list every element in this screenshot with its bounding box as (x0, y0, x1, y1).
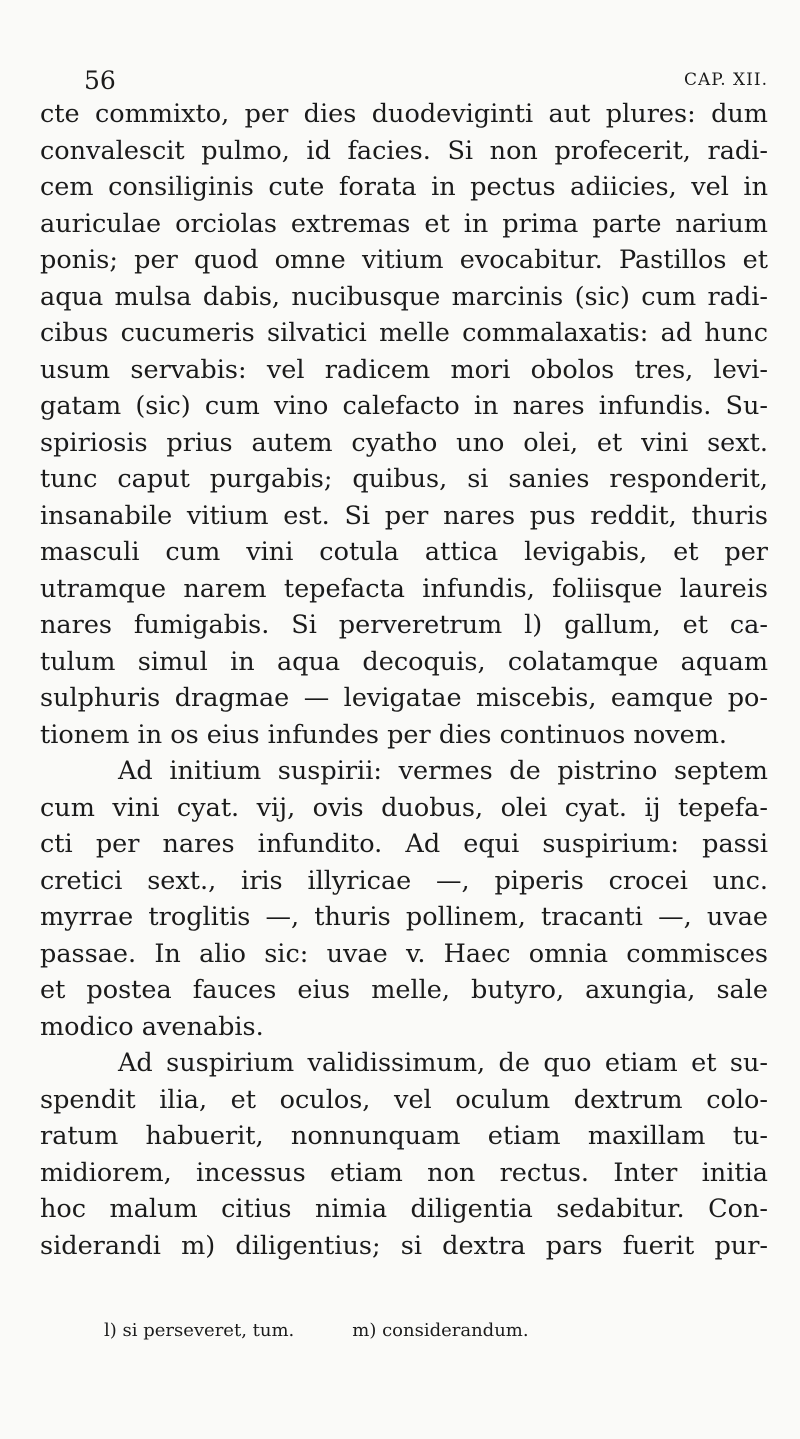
text-line: convalescit pulmo, id facies. Si non profecerit, radi- (40, 135, 768, 166)
text-line: utramque narem tepefacta infundis, foliisque laureis (40, 573, 768, 604)
text-line: ponis; per quod omne vitium evocabitur. Pastillos et (40, 245, 768, 275)
text-line: cti per nares infundito. Ad equi suspirium: passi (40, 829, 768, 859)
text-line: passae. In alio sic: uvae v. Haec omnia commisces (40, 938, 768, 969)
text-line: tulum simul in aqua decoquis, colatamque aquam (40, 646, 768, 677)
text-line: cte commixto, per dies duodeviginti aut plures: dum (40, 99, 768, 129)
footnote-l: l) si perseveret, tum. (104, 1320, 295, 1341)
text-line: et postea fauces eius melle, butyro, axungia, sale (40, 975, 768, 1005)
text-line: sulphuris dragmae — levigatae miscebis, eamque po- (40, 683, 768, 713)
text-line: spiriosis prius autem cyatho uno olei, et vini sext. (40, 427, 768, 458)
text-line: cum vini cyat. vij, ovis duobus, olei cyat. ij tepefa- (40, 792, 768, 823)
running-head: CAP. XII. (683, 70, 768, 90)
text-line: Ad suspirium validissimum, de quo etiam et su- (118, 1048, 768, 1078)
text-line: cem consiliginis cute forata in pectus adiicies, vel in (40, 172, 768, 202)
text-line: midiorem, incessus etiam non rectus. Inter initia (40, 1157, 768, 1188)
text-line: myrrae troglitis —, thuris pollinem, tracanti —, uvae (40, 902, 768, 932)
text-line: ratum habuerit, nonnunquam etiam maxillam tu- (40, 1121, 768, 1151)
footnote-m: m) considerandum. (352, 1320, 529, 1341)
text-line: usum servabis: vel radicem mori obolos tres, levi- (40, 354, 768, 385)
text-line: insanabile vitium est. Si per nares pus reddit, thuris (40, 500, 768, 531)
text-line: hoc malum citius nimia diligentia sedabitur. Con- (40, 1194, 768, 1224)
text-line: gatam (sic) cum vino calefacto in nares infundis. Su- (40, 391, 768, 421)
text-line: auriculae orciolas extremas et in prima parte narium (40, 208, 768, 239)
text-line: modico avenabis. (40, 1011, 264, 1042)
text-line: cretici sext., iris illyricae —, piperis crocei unc. (40, 865, 768, 896)
text-line: cibus cucumeris silvatici melle commalaxatis: ad hunc (40, 318, 768, 348)
text-line: Ad initium suspirii: vermes de pistrino septem (118, 756, 768, 786)
text-line: tunc caput purgabis; quibus, si sanies responderit, (40, 464, 768, 494)
page-number: 56 (84, 66, 116, 95)
text-line: masculi cum vini cotula attica levigabis, et per (40, 537, 768, 567)
text-line: tionem in os eius infundes per dies continuos novem. (40, 719, 727, 750)
footnotes (104, 1316, 664, 1346)
text-line: spendit ilia, et oculos, vel oculum dextrum colo- (40, 1084, 768, 1115)
body-text (40, 96, 768, 1264)
text-line: siderandi m) diligentius; si dextra pars fuerit pur- (40, 1230, 768, 1261)
text-line: aqua mulsa dabis, nucibusque marcinis (sic) cum radi- (40, 281, 768, 312)
text-line: nares fumigabis. Si perveretrum l) gallum, et ca- (40, 610, 768, 640)
